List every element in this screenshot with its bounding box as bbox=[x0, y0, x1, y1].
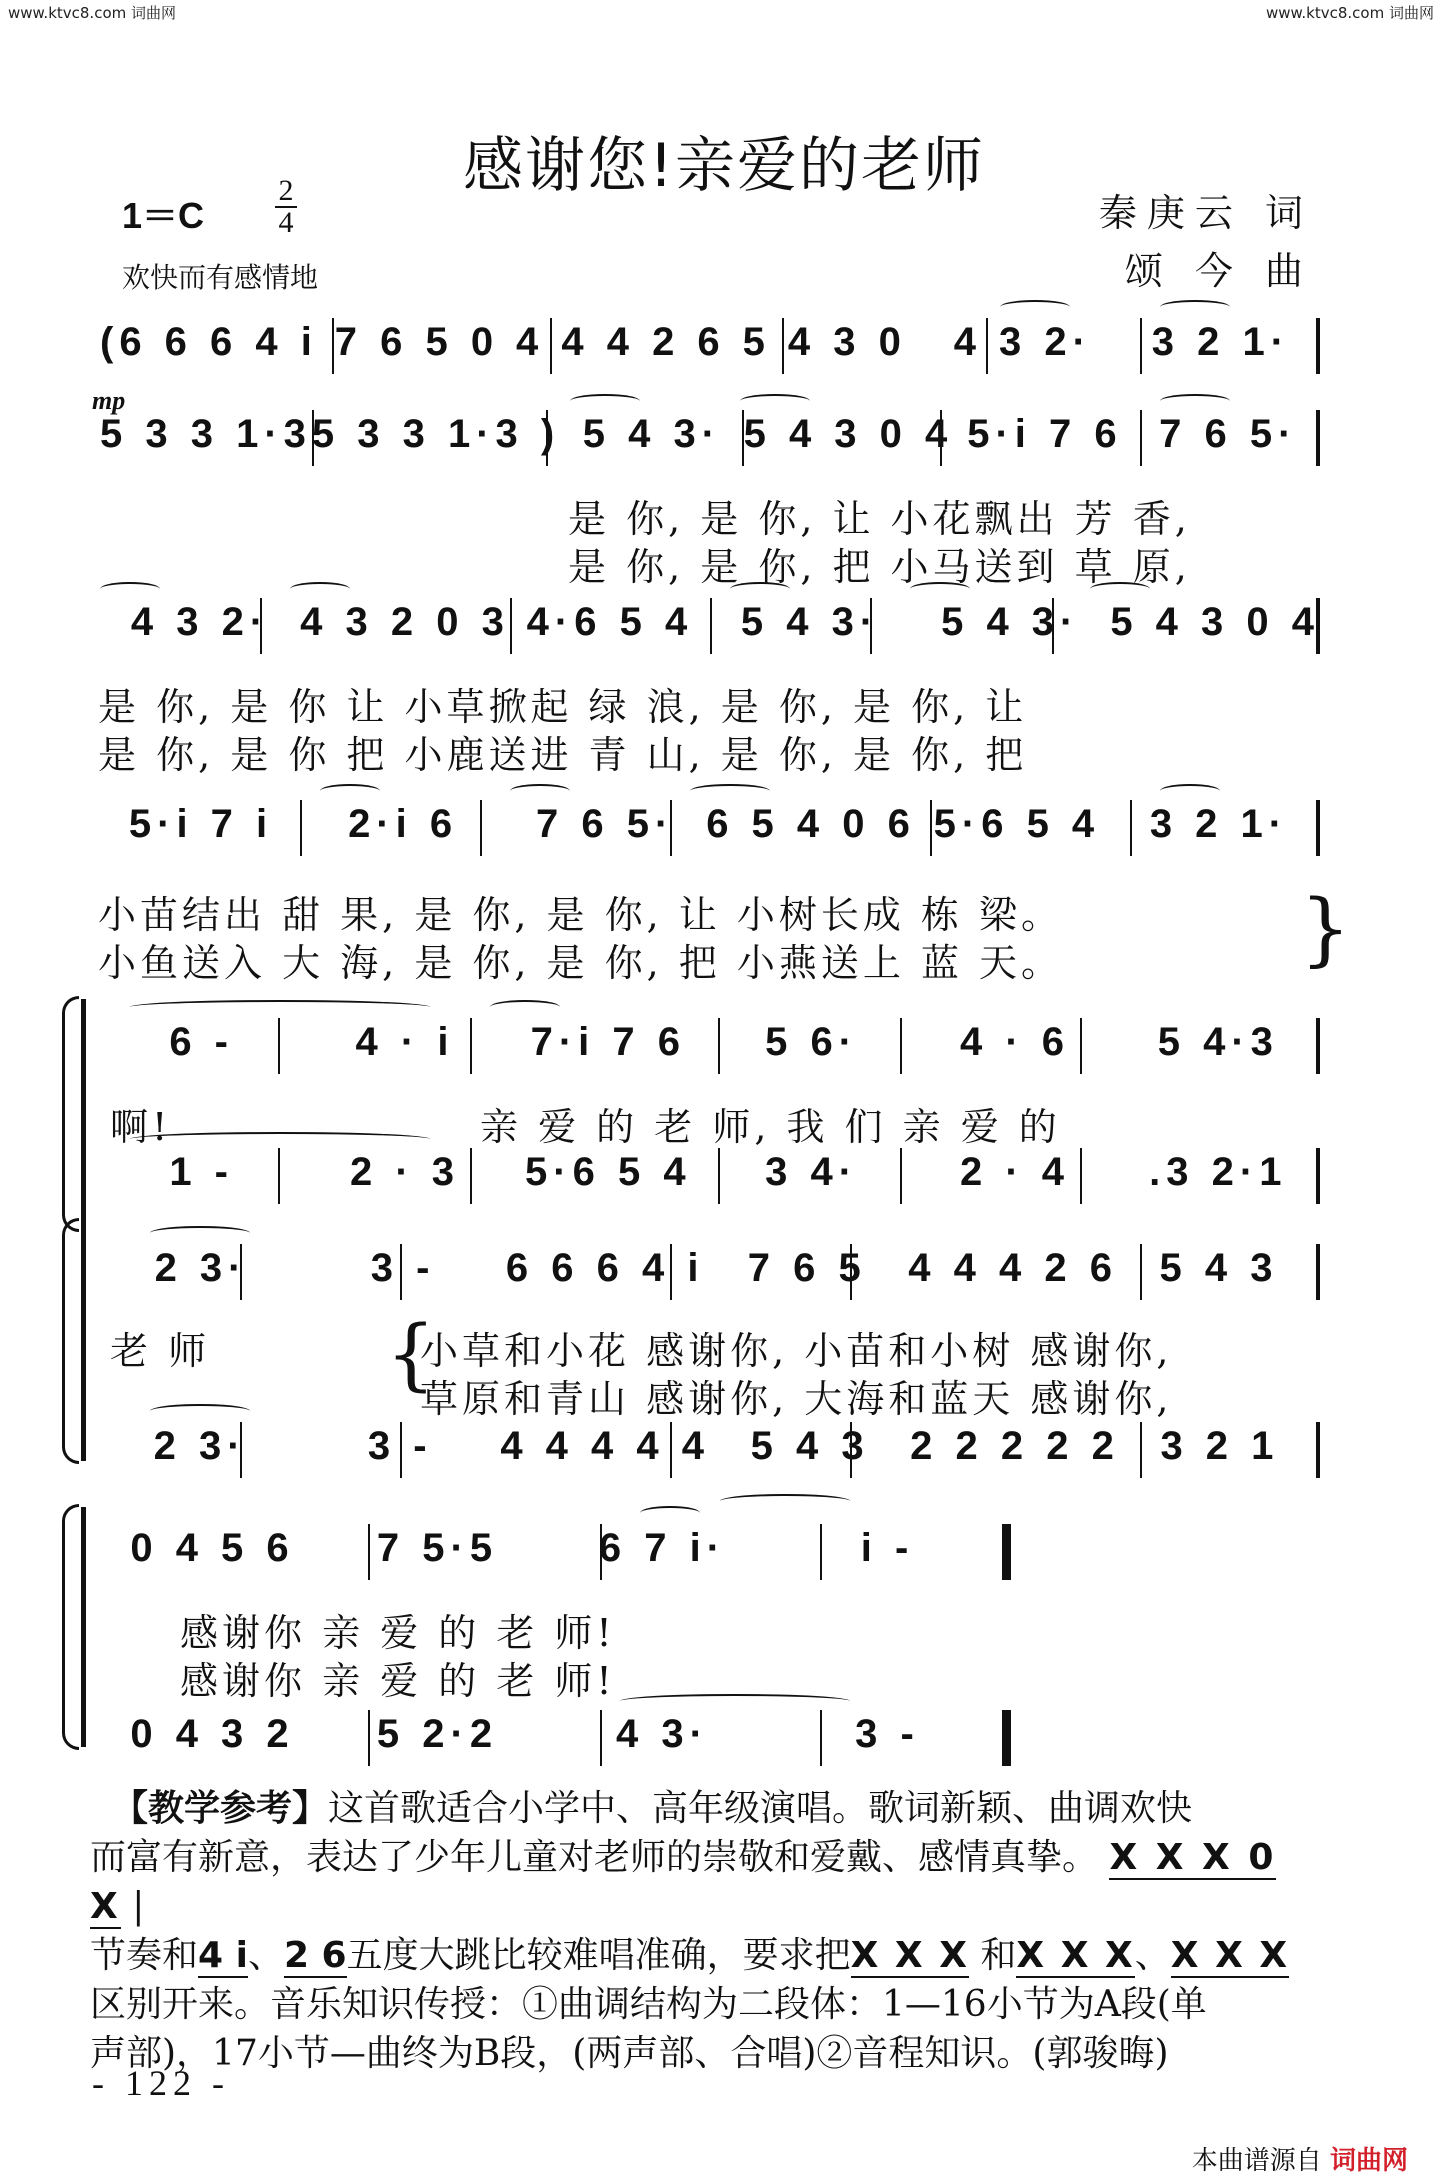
teaching-reference bbox=[90, 1784, 1322, 2078]
measure: 7 6 5· bbox=[1159, 412, 1298, 456]
teaching-line-1: 【教学参考】这首歌适合小学中、高年级演唱。歌词新颖、曲调欢快 bbox=[112, 1788, 1193, 1829]
meter-top: 2 bbox=[278, 174, 294, 207]
measure: 5 4 3· bbox=[740, 600, 880, 644]
measure: 6 5 4 0 6 bbox=[706, 802, 916, 846]
measure: 6 7 i· bbox=[598, 1526, 727, 1570]
teaching-line-5: 声部)，17小节—曲终为B段，(两声部、合唱)②音程知识。(郭骏晦) bbox=[90, 2033, 1169, 2074]
measure: 5 4 3· bbox=[941, 600, 1080, 644]
score-system-8 bbox=[90, 1422, 1320, 1478]
measure: 4 4 4 2 6 bbox=[515, 320, 726, 364]
measure: 5 6· bbox=[765, 1020, 859, 1064]
measure: 5 4 3 bbox=[1159, 1246, 1279, 1290]
lyric-verse-1: 小苗结出 甜 果, 是 你, 是 你, 让 小树长成 栋 梁。 bbox=[98, 893, 1064, 937]
dynamic-marking: mp bbox=[92, 386, 126, 415]
tempo-marking: 欢快而有感情地 bbox=[122, 261, 319, 294]
lyric-verse-2: 是 你, 是 你, 把 小马送到 草 原, bbox=[568, 545, 1191, 589]
lyric-chorus-word: 啊! bbox=[110, 1105, 172, 1149]
teaching-label: 【教学参考】 bbox=[112, 1788, 329, 1829]
measure: 3 2 1 bbox=[1160, 1424, 1280, 1468]
source-credit: 本曲谱源自 词曲网 bbox=[1191, 2146, 1408, 2176]
measure: 0 4 5 6 bbox=[130, 1526, 295, 1570]
measure: 2 · 4 bbox=[959, 1150, 1070, 1194]
measure: 5 4·3 bbox=[1157, 1020, 1279, 1064]
measure: 7 6 5 bbox=[747, 1246, 867, 1290]
lyric-ending-2: 感谢你 亲 爱 的 老 师! bbox=[180, 1659, 616, 1703]
measure: 4 3 2· bbox=[130, 600, 270, 644]
interval-example: 2 6 bbox=[283, 1935, 347, 1976]
lyric-verse-2: 草原和青山 感谢你, 大海和蓝天 感谢你, bbox=[420, 1377, 1173, 1421]
lyric-verse-1: 是 你, 是 你, 让 小花飘出 芳 香, bbox=[568, 497, 1191, 541]
page-number: - 122 - bbox=[92, 2063, 230, 2103]
measure: 5 4 3 0 4 bbox=[1110, 600, 1320, 644]
lyric-verse-2: 是 你, 是 你 把 小鹿送进 青 山, 是 你, 是 你, 把 bbox=[98, 733, 1028, 777]
lyric-chorus-word: 老 师 bbox=[110, 1329, 211, 1373]
lyric-verse-1: 是 你, 是 你 让 小草掀起 绿 浪, 是 你, 是 你, 让 bbox=[98, 685, 1028, 729]
measure: 4 4 4 2 6 bbox=[908, 1246, 1118, 1290]
song-title: 感谢您!亲爱的老师 bbox=[462, 131, 986, 201]
measure: 3 - bbox=[370, 1246, 436, 1290]
score-system-1 bbox=[90, 318, 1320, 374]
measure: 4 3 2 0 3 bbox=[300, 600, 510, 644]
section-bracket bbox=[62, 1218, 79, 1464]
measure: 5 3 3 1·3 ) bbox=[311, 412, 561, 456]
measure: 2 · 3 bbox=[349, 1150, 461, 1194]
measure: 7 6 5 0 bbox=[334, 320, 500, 364]
score-system-3 bbox=[90, 598, 1320, 654]
score-system-2 bbox=[90, 410, 1320, 466]
teaching-line-3: 节奏和4 i、2 6五度大跳比较难唱准确，要求把X X X 和X X X、X X X bbox=[90, 1935, 1290, 1976]
measure: 6 - bbox=[169, 1020, 234, 1064]
measure: 5 4 3 0 4 bbox=[743, 412, 954, 456]
section-bracket bbox=[62, 1504, 79, 1750]
measure: 2·i 6 bbox=[348, 802, 459, 846]
lyricist-credit: 秦庚云 词 bbox=[1098, 191, 1313, 235]
section-bracket bbox=[62, 996, 79, 1232]
score-system-4 bbox=[90, 800, 1320, 856]
measure: 5 2·2 bbox=[376, 1712, 499, 1756]
rhythm-pattern: X X X bbox=[1170, 1935, 1290, 1976]
measure: 2 2 2 2 2 bbox=[910, 1424, 1120, 1468]
measure: .3 2·1 bbox=[1149, 1150, 1288, 1194]
time-signature bbox=[275, 176, 297, 238]
lyric-ending-1: 感谢你 亲 爱 的 老 师! bbox=[180, 1611, 616, 1655]
rhythm-pattern: X X X bbox=[1016, 1935, 1135, 1976]
key-signature: 1＝C bbox=[122, 195, 205, 236]
measure: 2 3· bbox=[154, 1246, 248, 1290]
measure: 5 4 3· bbox=[582, 412, 722, 456]
measure: 5 4 3 bbox=[750, 1424, 870, 1468]
interval-example: 4 i bbox=[198, 1935, 248, 1976]
teaching-line-4: 区别开来。音乐知识传授：①曲调结构为二段体：1—16小节为A段(单 bbox=[90, 1984, 1207, 2025]
meter-bottom: 4 bbox=[278, 206, 294, 239]
watermark-top-right: www.ktvc8.com 词曲网 bbox=[1265, 4, 1434, 22]
measure: 1 - bbox=[169, 1150, 234, 1194]
measure: 4 3 2· bbox=[953, 320, 1092, 364]
rhythm-pattern: X X X 0 X bbox=[90, 1837, 1277, 1927]
lyric-verse-1: 小草和小花 感谢你, 小苗和小树 感谢你, bbox=[420, 1329, 1173, 1373]
measure: 7·i 7 6 bbox=[530, 1020, 687, 1064]
measure: i - bbox=[860, 1526, 915, 1570]
measure: 7 6 5· bbox=[536, 802, 675, 846]
measure: 4·6 5 4 bbox=[526, 600, 694, 644]
measure: 5·6 5 4 bbox=[525, 1150, 692, 1194]
measure: 5·i 7 i bbox=[128, 802, 274, 846]
measure: 4 · 6 bbox=[959, 1020, 1070, 1064]
measure: 3 2 1· bbox=[1151, 320, 1291, 364]
measure: 6 6 6 4 i bbox=[505, 1246, 705, 1290]
measure: 7 5·5 bbox=[376, 1526, 499, 1570]
measure: 2 3· bbox=[153, 1424, 247, 1468]
teaching-line-2: 而富有新意，表达了少年儿童对老师的崇敬和爱戴、感情真挚。 X X X 0 X | bbox=[90, 1837, 1277, 1927]
score-system-10 bbox=[90, 1710, 1050, 1766]
measure: 4 4 4 4 4 bbox=[500, 1424, 710, 1468]
measure: 3 2 1· bbox=[1149, 802, 1289, 846]
measure: 4 · i bbox=[355, 1020, 455, 1064]
rhythm-pattern: X X X bbox=[850, 1935, 969, 1976]
measure: 3 4· bbox=[765, 1150, 859, 1194]
lyric-chorus: 亲 爱 的 老 师, 我 们 亲 爱 的 bbox=[480, 1105, 1061, 1149]
composer-credit: 颂 今 曲 bbox=[1124, 249, 1313, 293]
measure: 3 - bbox=[855, 1712, 920, 1756]
verse-brace: } bbox=[1300, 882, 1351, 975]
measure: 5·i 7 6 bbox=[967, 412, 1123, 456]
watermark-top-left: www.ktvc8.com 词曲网 bbox=[8, 4, 177, 22]
measure: 5·6 5 4 bbox=[933, 802, 1101, 846]
score-system-9 bbox=[90, 1524, 1050, 1580]
score-system-7 bbox=[90, 1244, 1320, 1300]
score-system-5 bbox=[90, 1018, 1320, 1074]
score-system-6 bbox=[90, 1148, 1320, 1204]
source-site: 词曲网 bbox=[1329, 2146, 1408, 2176]
measure: 5 4 3 0 bbox=[742, 320, 907, 364]
lyric-verse-2: 小鱼送入 大 海, 是 你, 是 你, 把 小燕送上 蓝 天。 bbox=[98, 941, 1064, 985]
measure: 0 4 3 2 bbox=[130, 1712, 295, 1756]
verse-brace: { bbox=[386, 1310, 436, 1400]
measure: 4 3· bbox=[616, 1712, 709, 1756]
measure: (6 6 6 4 i bbox=[100, 320, 318, 364]
measure: 3 - bbox=[367, 1424, 433, 1468]
measure: 5 3 3 1·3 bbox=[100, 412, 312, 456]
